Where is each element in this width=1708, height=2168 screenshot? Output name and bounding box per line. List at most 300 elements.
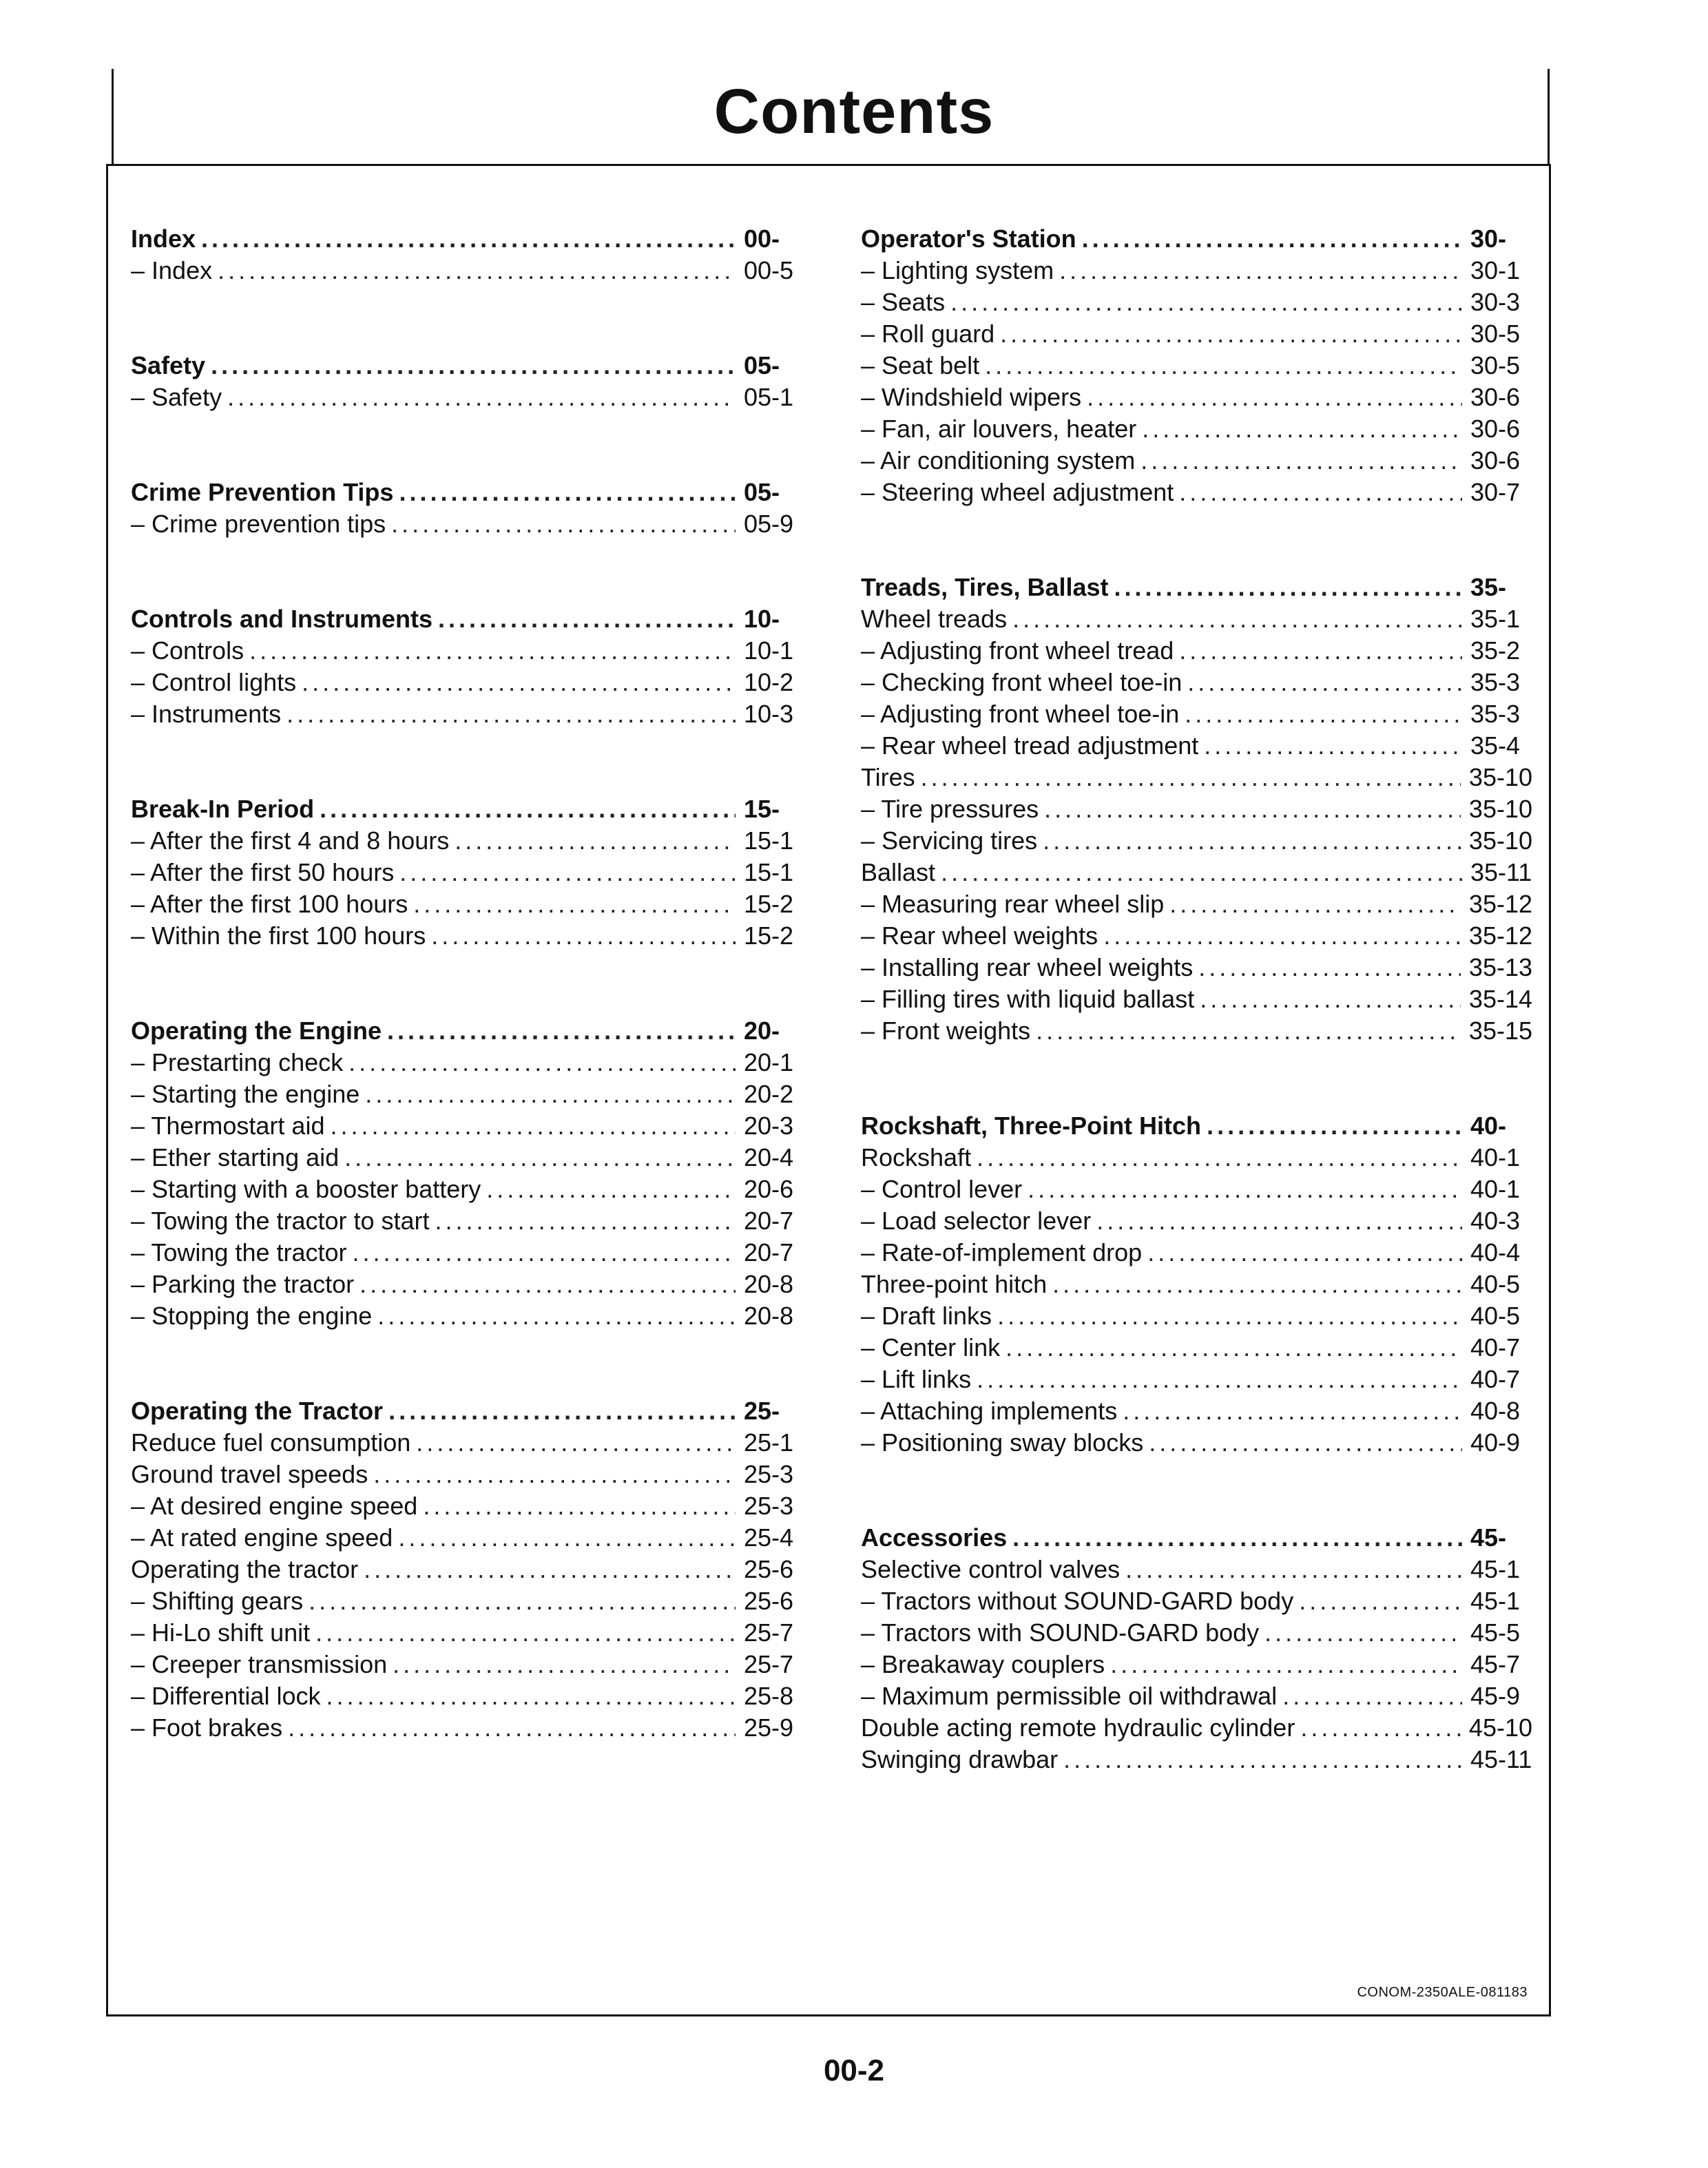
toc-entry — [131, 1237, 806, 1269]
entry-label: – Rear wheel tread adjustment — [861, 731, 1199, 760]
entry-label: – At rated engine speed — [131, 1523, 393, 1552]
toc-entry — [861, 920, 1532, 952]
entry-label: – Front weights — [861, 1017, 1031, 1045]
entry-page: 45-7 — [1470, 1650, 1521, 1678]
entry-page: 25-7 — [744, 1618, 794, 1647]
entry-page: 25-8 — [744, 1682, 794, 1710]
toc-entry — [131, 1522, 806, 1554]
entry-label: – Parking the tractor — [131, 1270, 355, 1298]
entry-page: 25-9 — [744, 1713, 794, 1742]
entry-label: – Within the first 100 hours — [131, 921, 426, 950]
toc-entry — [131, 1047, 806, 1078]
entry-label: Selective control valves — [861, 1555, 1121, 1583]
entry-label: – Draft links — [861, 1302, 992, 1330]
dot-leader — [344, 1142, 736, 1174]
entry-page: 25-7 — [744, 1650, 794, 1678]
entry-page: 40-8 — [1470, 1397, 1521, 1425]
entry-label: – Roll guard — [861, 320, 995, 348]
toc-entry — [861, 1617, 1532, 1649]
dot-leader — [393, 1649, 736, 1680]
dot-leader — [438, 603, 736, 635]
entry-label: Ground travel speeds — [131, 1460, 368, 1488]
entry-page: 40-4 — [1470, 1238, 1521, 1267]
entry-label: Double acting remote hydraulic cylinder — [861, 1713, 1295, 1742]
section-title: Accessories — [861, 1523, 1008, 1552]
toc-entry — [131, 1110, 806, 1142]
page-title: Contents — [714, 76, 994, 147]
entry-label: – At desired engine speed — [131, 1492, 418, 1520]
entry-page: 20-8 — [744, 1270, 794, 1298]
dot-leader — [364, 1554, 736, 1585]
section-title: Treads, Tires, Ballast — [861, 573, 1109, 601]
entry-label: Operating the tractor — [131, 1555, 359, 1583]
entry-page: 45-11 — [1470, 1745, 1532, 1773]
entry-page: 30-6 — [1470, 446, 1521, 475]
dot-leader — [288, 1712, 736, 1744]
dot-leader — [1179, 477, 1462, 508]
section-page-prefix: 15- — [744, 795, 780, 823]
section-heading — [131, 350, 806, 382]
toc-section — [131, 477, 806, 540]
entry-label: – Crime prevention tips — [131, 510, 386, 538]
toc-entry — [861, 1395, 1532, 1427]
dot-leader — [1096, 1205, 1462, 1237]
toc-entry — [861, 1712, 1532, 1744]
section-page-prefix: 05- — [744, 351, 780, 379]
entry-page: 45-9 — [1470, 1682, 1521, 1710]
toc-entry — [131, 1554, 806, 1585]
entry-page: 40-1 — [1470, 1143, 1521, 1171]
toc-entry — [861, 477, 1532, 508]
toc-entry — [861, 603, 1532, 635]
entry-page: 45-10 — [1468, 1713, 1532, 1742]
dot-leader — [1282, 1680, 1462, 1712]
dot-leader — [1185, 698, 1462, 730]
entry-page: 25-3 — [744, 1492, 794, 1520]
entry-label: – Servicing tires — [861, 826, 1038, 855]
entry-page: 25-6 — [744, 1555, 794, 1583]
toc-entry — [131, 1459, 806, 1490]
dot-leader — [302, 667, 736, 698]
dot-leader — [1198, 952, 1461, 983]
dot-leader — [1300, 1712, 1461, 1744]
dot-leader — [315, 1617, 736, 1649]
dot-leader — [201, 223, 736, 255]
toc-entry — [861, 1332, 1532, 1364]
toc-entry — [131, 667, 806, 698]
page-number: 00-2 — [823, 2054, 885, 2087]
entry-page: 15-1 — [744, 826, 794, 855]
toc-entry — [131, 1680, 806, 1712]
entry-label: – Fan, air louvers, heater — [861, 415, 1137, 443]
toc-entry — [861, 730, 1532, 762]
entry-page: 40-7 — [1470, 1365, 1521, 1393]
dot-leader — [211, 350, 736, 382]
entry-page: 40-7 — [1470, 1333, 1521, 1362]
entry-label: – Adjusting front wheel tread — [861, 636, 1174, 665]
entry-page: 35-2 — [1470, 636, 1521, 665]
entry-page: 35-10 — [1468, 826, 1532, 855]
entry-label: – Stopping the engine — [131, 1302, 373, 1330]
entry-label: – Controls — [131, 636, 244, 665]
dot-leader — [1000, 318, 1462, 350]
entry-page: 30-3 — [1470, 288, 1521, 316]
dot-leader — [985, 350, 1462, 382]
toc-entry — [861, 1427, 1532, 1459]
entry-label: – Towing the tractor — [131, 1238, 347, 1267]
dot-leader — [1179, 635, 1462, 667]
toc-entry — [861, 1680, 1532, 1712]
entry-page: 45-5 — [1470, 1618, 1521, 1647]
toc-entry — [131, 1617, 806, 1649]
toc-entry — [861, 1269, 1532, 1300]
entry-label: – Starting the engine — [131, 1080, 360, 1108]
entry-label: – After the first 4 and 8 hours — [131, 826, 450, 855]
section-page-prefix: 25- — [744, 1397, 780, 1425]
toc-entry — [861, 1142, 1532, 1174]
entry-page: 35-14 — [1468, 985, 1532, 1013]
entry-label: – Tire pressures — [861, 795, 1039, 823]
toc-entry — [131, 1205, 806, 1237]
entry-label: – Steering wheel adjustment — [861, 478, 1174, 506]
dot-leader — [431, 920, 736, 952]
entry-page: 25-4 — [744, 1523, 794, 1552]
entry-page: 10-3 — [744, 700, 794, 728]
left-column — [131, 223, 806, 1807]
entry-page: 35-4 — [1470, 731, 1521, 760]
entry-label: – Prestarting check — [131, 1048, 344, 1076]
section-heading — [131, 223, 806, 255]
section-heading — [131, 1015, 806, 1047]
toc-entry — [861, 1237, 1532, 1269]
section-title: Rockshaft, Three-Point Hitch — [861, 1112, 1202, 1140]
entry-page: 45-1 — [1470, 1587, 1521, 1615]
dot-leader — [1006, 1332, 1462, 1364]
toc-entry — [131, 698, 806, 730]
dot-leader — [1123, 1395, 1462, 1427]
toc-section — [131, 793, 806, 952]
entry-label: – Attaching implements — [861, 1397, 1118, 1425]
entry-label: – Lighting system — [861, 256, 1054, 284]
entry-page: 30-5 — [1470, 351, 1521, 379]
entry-label: – Control lever — [861, 1175, 1023, 1203]
toc-entry — [131, 1649, 806, 1680]
toc-entry — [861, 888, 1532, 920]
entry-page: 25-3 — [744, 1460, 794, 1488]
entry-label: – Load selector lever — [861, 1207, 1092, 1235]
entry-page: 30-5 — [1470, 320, 1521, 348]
entry-page: 35-15 — [1468, 1017, 1532, 1045]
entry-label: – Hi-Lo shift unit — [131, 1618, 311, 1647]
entry-label: – Checking front wheel toe-in — [861, 668, 1183, 696]
section-page-prefix: 10- — [744, 605, 780, 633]
section-page-prefix: 00- — [744, 225, 780, 253]
dot-leader — [398, 1522, 736, 1554]
dot-leader — [486, 1174, 736, 1205]
entry-page: 00-5 — [744, 256, 794, 284]
entry-label: – Thermostart aid — [131, 1112, 325, 1140]
dot-leader — [1036, 1015, 1461, 1047]
entry-label: Rockshaft — [861, 1143, 972, 1171]
entry-page: 40-1 — [1470, 1175, 1521, 1203]
entry-label: – Seats — [861, 288, 946, 316]
toc-entry — [861, 667, 1532, 698]
dot-leader — [399, 477, 736, 508]
toc-entry — [861, 286, 1532, 318]
section-heading — [131, 477, 806, 508]
toc-section — [861, 1110, 1532, 1459]
toc-entry — [861, 698, 1532, 730]
dot-leader — [309, 1585, 736, 1617]
toc-section — [131, 603, 806, 730]
dot-leader — [977, 1364, 1462, 1395]
section-title: Operator's Station — [861, 225, 1076, 253]
dot-leader — [1052, 1269, 1462, 1300]
entry-label: – Differential lock — [131, 1682, 321, 1710]
entry-page: 35-12 — [1468, 890, 1532, 918]
toc-entry — [861, 445, 1532, 477]
toc-entry — [861, 255, 1532, 286]
dot-leader — [455, 825, 736, 857]
entry-page: 20-7 — [744, 1238, 794, 1267]
dot-leader — [227, 382, 736, 413]
entry-page: 25-6 — [744, 1587, 794, 1615]
entry-page: 40-3 — [1470, 1207, 1521, 1235]
toc-entry — [131, 508, 806, 540]
entry-label: – Foot brakes — [131, 1713, 283, 1742]
toc-entry — [131, 1300, 806, 1332]
toc-section — [131, 223, 806, 286]
entry-label: – Center link — [861, 1333, 1001, 1362]
dot-leader — [1204, 730, 1462, 762]
entry-page: 05-9 — [744, 510, 794, 538]
dot-leader — [360, 1269, 736, 1300]
toc-entry — [861, 318, 1532, 350]
toc-entry — [861, 1015, 1532, 1047]
section-page-prefix: 20- — [744, 1017, 780, 1045]
entry-label: – Installing rear wheel weights — [861, 953, 1194, 981]
section-heading — [861, 572, 1532, 603]
entry-page: 20-8 — [744, 1302, 794, 1330]
entry-label: – Rear wheel weights — [861, 921, 1098, 950]
entry-page: 15-2 — [744, 890, 794, 918]
entry-page: 40-5 — [1470, 1270, 1521, 1298]
toc-section — [861, 223, 1532, 508]
entry-label: – Towing the tractor to start — [131, 1207, 430, 1235]
dot-leader — [1012, 603, 1462, 635]
entry-label: Reduce fuel consumption — [131, 1428, 411, 1457]
dot-leader — [348, 1047, 736, 1078]
entry-page: 25-1 — [744, 1428, 794, 1457]
entry-label: – Breakaway couplers — [861, 1650, 1105, 1678]
toc-entry — [131, 1142, 806, 1174]
dot-leader — [1147, 1237, 1462, 1269]
dot-leader — [1200, 983, 1461, 1015]
entry-label: – Index — [131, 256, 213, 284]
entry-page: 20-7 — [744, 1207, 794, 1235]
toc-entry — [131, 382, 806, 413]
entry-page: 35-13 — [1468, 953, 1532, 981]
dot-leader — [320, 793, 736, 825]
section-heading — [131, 603, 806, 635]
toc-entry — [131, 1174, 806, 1205]
dot-leader — [388, 1395, 736, 1427]
toc-entry — [861, 1585, 1532, 1617]
dot-leader — [1082, 223, 1462, 255]
section-title: Crime Prevention Tips — [131, 478, 394, 506]
entry-page: 15-1 — [744, 858, 794, 886]
entry-label: – Tractors with SOUND-GARD body — [861, 1618, 1260, 1647]
entry-label: – Tractors without SOUND-GARD body — [861, 1587, 1294, 1615]
entry-page: 35-3 — [1470, 700, 1521, 728]
toc-entry — [131, 1490, 806, 1522]
entry-label: – Seat belt — [861, 351, 980, 379]
toc-entry — [861, 793, 1532, 825]
entry-page: 45-1 — [1470, 1555, 1521, 1583]
toc-entry — [861, 1364, 1532, 1395]
entry-label: – Windshield wipers — [861, 383, 1082, 411]
toc-entry — [131, 920, 806, 952]
section-heading — [861, 1110, 1532, 1142]
toc-section — [131, 1395, 806, 1744]
toc-entry — [131, 1585, 806, 1617]
toc-entry — [861, 857, 1532, 888]
toc-entry — [131, 1427, 806, 1459]
dot-leader — [1087, 382, 1462, 413]
entry-label: – Filling tires with liquid ballast — [861, 985, 1195, 1013]
toc-entry — [861, 1649, 1532, 1680]
toc-entry — [131, 1712, 806, 1744]
dot-leader — [1299, 1585, 1462, 1617]
section-heading — [861, 223, 1532, 255]
entry-page: 35-11 — [1470, 858, 1532, 886]
entry-label: – Rate-of-implement drop — [861, 1238, 1143, 1267]
entry-label: – After the first 50 hours — [131, 858, 395, 886]
dot-leader — [435, 1205, 736, 1237]
toc-entry — [861, 952, 1532, 983]
entry-page: 40-5 — [1470, 1302, 1521, 1330]
entry-label: – Starting with a booster battery — [131, 1175, 481, 1203]
toc-entry — [861, 1205, 1532, 1237]
entry-page: 35-12 — [1468, 921, 1532, 950]
dot-leader — [1063, 1744, 1462, 1775]
dot-leader — [1028, 1174, 1462, 1205]
toc-entry — [861, 1744, 1532, 1775]
entry-page: 20-1 — [744, 1048, 794, 1076]
toc-entry — [131, 1078, 806, 1110]
dot-leader — [365, 1078, 736, 1110]
dot-leader — [1169, 888, 1461, 920]
dot-leader — [977, 1142, 1462, 1174]
dot-leader — [1187, 667, 1462, 698]
entry-label: Ballast — [861, 858, 936, 886]
document-code: CONOM-2350ALE-081183 — [1357, 1985, 1528, 2000]
section-title: Break-In Period — [131, 795, 315, 823]
toc-entry — [131, 1269, 806, 1300]
entry-label: – Positioning sway blocks — [861, 1428, 1144, 1457]
section-page-prefix: 40- — [1470, 1112, 1507, 1140]
section-heading — [131, 1395, 806, 1427]
dot-leader — [326, 1680, 736, 1712]
dot-leader — [399, 857, 736, 888]
section-heading — [131, 793, 806, 825]
entry-label: Tires — [861, 763, 915, 791]
toc-entry — [131, 857, 806, 888]
dot-leader — [1125, 1554, 1462, 1585]
entry-label: Three-point hitch — [861, 1270, 1048, 1298]
entry-label: – Control lights — [131, 668, 297, 696]
entry-page: 30-6 — [1470, 415, 1521, 443]
entry-page: 35-10 — [1468, 795, 1532, 823]
entry-page: 10-2 — [744, 668, 794, 696]
dot-leader — [287, 698, 736, 730]
section-title: Index — [131, 225, 196, 253]
dot-leader — [218, 255, 736, 286]
dot-leader — [1114, 572, 1462, 603]
dot-leader — [1142, 413, 1462, 445]
toc-entry — [861, 1300, 1532, 1332]
toc-entry — [861, 825, 1532, 857]
dot-leader — [1043, 825, 1461, 857]
section-title: Safety — [131, 351, 206, 379]
dot-leader — [1264, 1617, 1462, 1649]
entry-page: 10-1 — [744, 636, 794, 665]
entry-page: 30-7 — [1470, 478, 1521, 506]
toc-entry — [861, 382, 1532, 413]
entry-label: – Air conditioning system — [861, 446, 1136, 475]
toc-entry — [861, 1174, 1532, 1205]
toc-entry — [861, 350, 1532, 382]
entry-page: 20-2 — [744, 1080, 794, 1108]
dot-leader — [941, 857, 1462, 888]
entry-page: 30-1 — [1470, 256, 1521, 284]
toc-entry — [131, 635, 806, 667]
entry-page: 35-1 — [1470, 605, 1521, 633]
entry-label: – Creeper transmission — [131, 1650, 388, 1678]
dot-leader — [391, 508, 736, 540]
entry-label: – Measuring rear wheel slip — [861, 890, 1165, 918]
dot-leader — [1044, 793, 1461, 825]
toc-entry — [861, 762, 1532, 793]
entry-page: 30-6 — [1470, 383, 1521, 411]
entry-label: – Lift links — [861, 1365, 972, 1393]
entry-label: – Ether starting aid — [131, 1143, 340, 1171]
section-page-prefix: 45- — [1470, 1523, 1507, 1552]
dot-leader — [416, 1427, 736, 1459]
dot-leader — [1141, 445, 1462, 477]
toc-entry — [131, 888, 806, 920]
section-page-prefix: 35- — [1470, 573, 1507, 601]
entry-page: 35-3 — [1470, 668, 1521, 696]
entry-label: – Maximum permissible oil withdrawal — [861, 1682, 1278, 1710]
toc-section — [861, 572, 1532, 1047]
dot-leader — [1012, 1522, 1462, 1554]
toc-entry — [861, 1554, 1532, 1585]
dot-leader — [997, 1300, 1462, 1332]
dot-leader — [249, 635, 736, 667]
dot-leader — [921, 762, 1461, 793]
toc-entry — [131, 825, 806, 857]
toc-entry — [131, 255, 806, 286]
toc-entry — [861, 413, 1532, 445]
entry-label: – Instruments — [131, 700, 282, 728]
entry-page: 20-6 — [744, 1175, 794, 1203]
toc-entry — [861, 635, 1532, 667]
section-title: Controls and Instruments — [131, 605, 433, 633]
dot-leader — [353, 1237, 736, 1269]
dot-leader — [1207, 1110, 1462, 1142]
entry-page: 15-2 — [744, 921, 794, 950]
